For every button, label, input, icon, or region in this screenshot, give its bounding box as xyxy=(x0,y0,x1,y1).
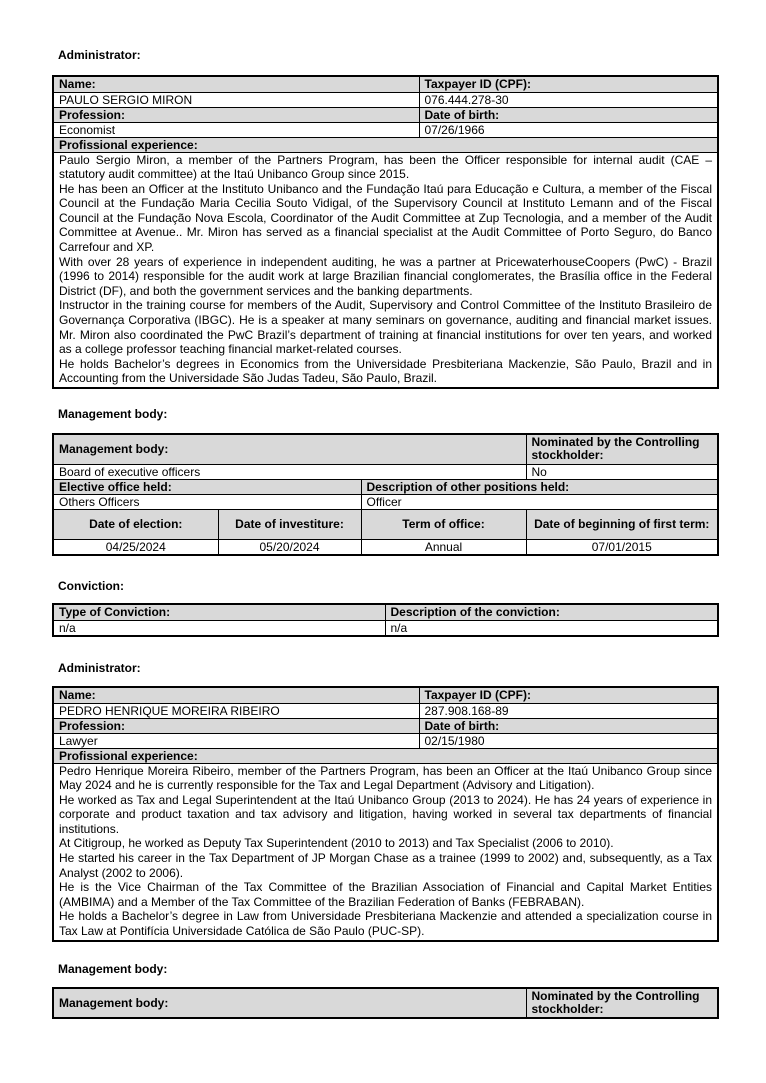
nominated-label: Nominated by the Controlling stockholder: xyxy=(526,434,718,464)
experience-paragraph: He is the Vice Chairman of the Tax Committee of the Brazilian Association of Financial and Capital Market Entities (AMBIMA) and a Member of the Tax Committee of the Brazilian Federation of Banks (FEBRABAN). xyxy=(59,880,712,909)
taxpayer-label: Taxpayer ID (CPF): xyxy=(419,76,718,92)
elective-office-label: Elective office held: xyxy=(53,479,361,494)
other-positions-value: Officer xyxy=(361,494,718,509)
election-date-label: Date of election: xyxy=(53,509,218,539)
term-of-office-label: Term of office: xyxy=(361,509,526,539)
experience-paragraph: Instructor in the training course for members of the Audit, Supervisory and Control Committee of the Instituto Brasileiro de Governança Corporativa (IBGC). He is a speaker at many seminars on governance, auditing and financial market issues. Mr. Miron also coordinated the PwC Brazil’s department of training at financial institutions for over ten years, and worked as a college professor teaching financial market-related courses. xyxy=(59,298,712,357)
section-title-management-body-1: Management body: xyxy=(58,407,168,421)
investiture-date-label: Date of investiture: xyxy=(218,509,361,539)
conviction-type-value: n/a xyxy=(53,620,385,636)
conviction-description-value: n/a xyxy=(385,620,718,636)
experience-paragraph: With over 28 years of experience in independent auditing, he was a partner at PricewaterhouseCoopers (PwC) - Brazil (1996 to 2014) responsible for the audit work at large Brazilian financial conglomerates, the Brasília office in the Federal District (DF), and both the government services and the banking departments. xyxy=(59,254,712,298)
management-body-2-table xyxy=(52,987,719,1019)
elective-office-value: Others Officers xyxy=(53,494,361,509)
taxpayer-label: Taxpayer ID (CPF): xyxy=(419,687,718,703)
name-value: PAULO SERGIO MIRON xyxy=(53,92,419,107)
first-term-date-value: 07/01/2015 xyxy=(526,539,718,555)
experience-paragraph: He has been an Officer at the Instituto Unibanco and the Fundação Itaú para Educação e Cultura, a member of the Fiscal Council at the Fundação Maria Cecilia Souto Vidigal, of the Supervisory Council at Instituto Lemann and of the Fiscal Council at the Fundação Nova Escola, Coordinator of the Audit Committee at Zup Tecnologia, and a member of the Audit Committee at Avenue.. Mr. Miron has served as a financial specialist at the Audit Committee of Porto Seguro, do Banco Carrefour and XP. xyxy=(59,181,712,255)
conviction-description-label: Description of the conviction: xyxy=(385,604,718,620)
management-body-label: Management body: xyxy=(53,434,526,464)
section-title-administrator-2: Administrator: xyxy=(58,661,141,675)
conviction-type-label: Type of Conviction: xyxy=(53,604,385,620)
administrator-2-table xyxy=(52,686,719,942)
term-of-office-value: Annual xyxy=(361,539,526,555)
conviction-table xyxy=(52,603,719,637)
management-body-label: Management body: xyxy=(53,988,526,1018)
experience-paragraph: At Citigroup, he worked as Deputy Tax Superintendent (2010 to 2013) and Tax Specialist (2006 to 2010). xyxy=(59,836,614,851)
section-title-management-body-2: Management body: xyxy=(58,962,168,976)
name-value: PEDRO HENRIQUE MOREIRA RIBEIRO xyxy=(53,703,419,718)
experience-label: Profissional experience: xyxy=(53,748,718,763)
dob-label: Date of birth: xyxy=(419,107,718,122)
experience-paragraph: Pedro Henrique Moreira Ribeiro, member of the Partners Program, has been an Officer at the Itaú Unibanco Group since May 2024 and he is currently responsible for the Tax and Legal Department (Advisory and Litigation). xyxy=(59,763,712,793)
profession-label: Profession: xyxy=(53,107,419,122)
experience-paragraph: He started his career in the Tax Department of JP Morgan Chase as a trainee (1999 to 2002) and, subsequently, as a Tax Analyst (2002 to 2006). xyxy=(59,851,712,880)
section-title-conviction: Conviction: xyxy=(58,579,124,593)
dob-value: 07/26/1966 xyxy=(419,122,718,137)
election-date-value: 04/25/2024 xyxy=(53,539,218,555)
taxpayer-value: 076.444.278-30 xyxy=(419,92,718,107)
nominated-value: No xyxy=(526,464,718,479)
administrator-1-table xyxy=(52,75,719,389)
management-body-value: Board of executive officers xyxy=(53,464,526,479)
experience-label: Profissional experience: xyxy=(53,137,718,152)
dob-value: 02/15/1980 xyxy=(419,733,718,748)
taxpayer-value: 287.908.168-89 xyxy=(419,703,718,718)
profession-value: Lawyer xyxy=(53,733,419,748)
management-body-1-table xyxy=(52,433,719,556)
nominated-label: Nominated by the Controlling stockholder: xyxy=(526,988,718,1018)
experience-paragraph: He worked as Tax and Legal Superintendent at the Itaú Unibanco Group (2013 to 2024). He has 24 years of experience in corporate and product taxation and tax advisory and litigation, having worked in several tax departments of financial institutions. xyxy=(59,792,712,836)
other-positions-label: Description of other positions held: xyxy=(361,479,718,494)
experience-paragraph: Paulo Sergio Miron, a member of the Partners Program, has been the Officer responsible for internal audit (CAE – statutory audit committee) at the Itaú Unibanco Group since 2015. xyxy=(59,152,712,182)
experience-paragraph: He holds Bachelor’s degrees in Economics from the Universidade Presbiteriana Mackenzie, São Paulo, Brazil and in Accounting from the Universidade São Judas Tadeu, São Paulo, Brazil. xyxy=(59,356,712,386)
section-title-administrator-1: Administrator: xyxy=(58,48,141,62)
experience-text xyxy=(53,763,718,941)
experience-text xyxy=(53,152,718,388)
dob-label: Date of birth: xyxy=(419,718,718,733)
name-label: Name: xyxy=(53,76,419,92)
name-label: Name: xyxy=(53,687,419,703)
profession-label: Profession: xyxy=(53,718,419,733)
investiture-date-value: 05/20/2024 xyxy=(218,539,361,555)
first-term-date-label: Date of beginning of first term: xyxy=(526,509,718,539)
experience-paragraph: He holds a Bachelor’s degree in Law from Universidade Presbiteriana Mackenzie and attended a specialization course in Tax Law at Pontifícia Universidade Católica de São Paulo (PUC-SP). xyxy=(59,909,712,939)
profession-value: Economist xyxy=(53,122,419,137)
